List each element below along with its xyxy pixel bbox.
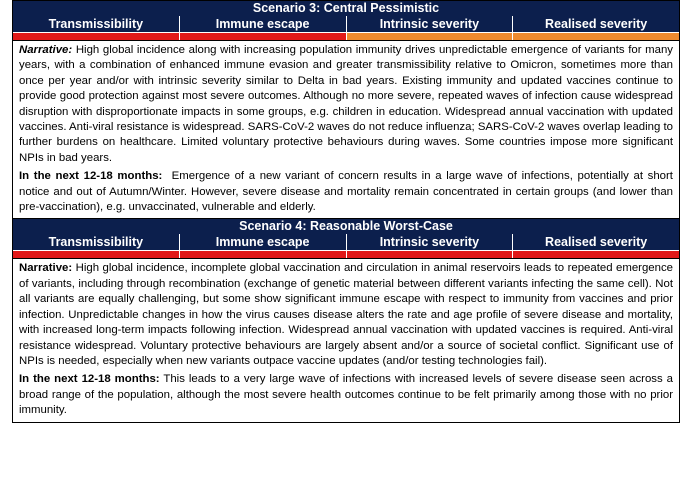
header-immune-escape: Immune escape [179,16,346,32]
header-intrinsic-severity: Intrinsic severity [346,16,513,32]
header-transmissibility: Transmissibility [48,17,144,31]
rating-bar-intrinsic-severity [346,33,513,40]
narrative-label: Narrative: [19,262,73,275]
scenario-3-title: Scenario 3: Central Pessimistic [13,1,679,16]
scenario-4-header-row [13,234,679,250]
next-months-text: Emergence of a new variant of concern results in a large wave of infections, potentially at short notice and out of Autumn/Winter. However, severe disease and mortality remain concentrated in certain groups (and lower than pre-vaccination), e.g. unvaccinated, vulnerable and elderly. [19,170,673,214]
narrative-label: Narrative: [19,44,73,56]
rating-bar-transmissibility [13,251,179,258]
scenarios-document [12,0,680,423]
narrative-text: High global incidence, incomplete global vaccination and circulation in animal reservoirs leads to repeated emergence of variants, including through recombination (exchange of genetic material between different variants infecting the same cell). Not all variants are equally challenging, but some show significant immune escape with respect to immunity from vaccines and prior infection. Unpredictable changes in how the virus causes disease alters the rate and age profile of severe disease and mortality, with increased long-term impacts following infection. Widespread annual vaccination with updated vaccines is required. Anti-viral resistance widespread. Voluntary protective behaviours are largely absent and/or a source of societal conflict. Significant use of NPIs is needed, especially when new variants outpace vaccine updates (and/or testing technologies fail). [19,262,673,367]
scenario-4-body [13,259,679,418]
scenario-4-rating-bars [13,250,679,259]
rating-bar-realised-severity [512,33,679,40]
scenario-4-narrative [19,261,673,369]
rating-bar-immune-escape [179,251,346,258]
scenario-4-next-months [19,372,673,418]
scenario-3-next-months [19,169,673,215]
header-transmissibility: Transmissibility [48,235,144,250]
rating-bar-intrinsic-severity [346,251,513,258]
scenario-4-title: Scenario 4: Reasonable Worst-Case [13,219,679,234]
scenario-3-header-row [13,16,679,32]
scenario-3-narrative [19,43,673,166]
next-months-label: In the next 12-18 months: [19,373,160,386]
header-intrinsic-severity: Intrinsic severity [346,234,513,250]
scenario-3-body [13,41,679,215]
scenario-3-rating-bars [13,32,679,41]
next-months-text: This leads to a very large wave of infections with increased levels of severe disease seen across a broad range of the population, although the most severe health outcomes continue to be felt primarily among those with no prior immunity. [19,373,673,417]
header-immune-escape: Immune escape [179,234,346,250]
narrative-text: High global incidence along with increasing population immunity drives unpredictable emergence of variants for many years, with a combination of enhanced immune evasion and greater transmissibility relative to Omicron, sometimes more than once per year and/or with intrinsic severity similar to Delta in bad years. Existing immunity and updated vaccines continue to provide good protection against most severe outcomes. Although no more severe, repeated waves of infection cause widespread disruption with disproportionate impacts in some groups, e.g. children in education. Widespread annual vaccination with updated vaccines. Anti-viral resistance is widespread. SARS-CoV-2 waves do not reduce influenza; SARS-CoV-2 waves overlap leading to further burdens on healthcare. Limited voluntary protective behaviours during waves. Some countries impose more significant NPIs in bad years. [19,44,673,164]
next-months-label: In the next 12-18 months: [19,170,163,183]
header-realised-severity: Realised severity [512,16,679,32]
header-realised-severity: Realised severity [512,234,679,250]
rating-bar-immune-escape [179,33,346,40]
scenario-3-section [12,0,680,219]
scenario-4-section [12,219,680,422]
rating-bar-transmissibility [13,33,179,40]
rating-bar-realised-severity [512,251,679,258]
